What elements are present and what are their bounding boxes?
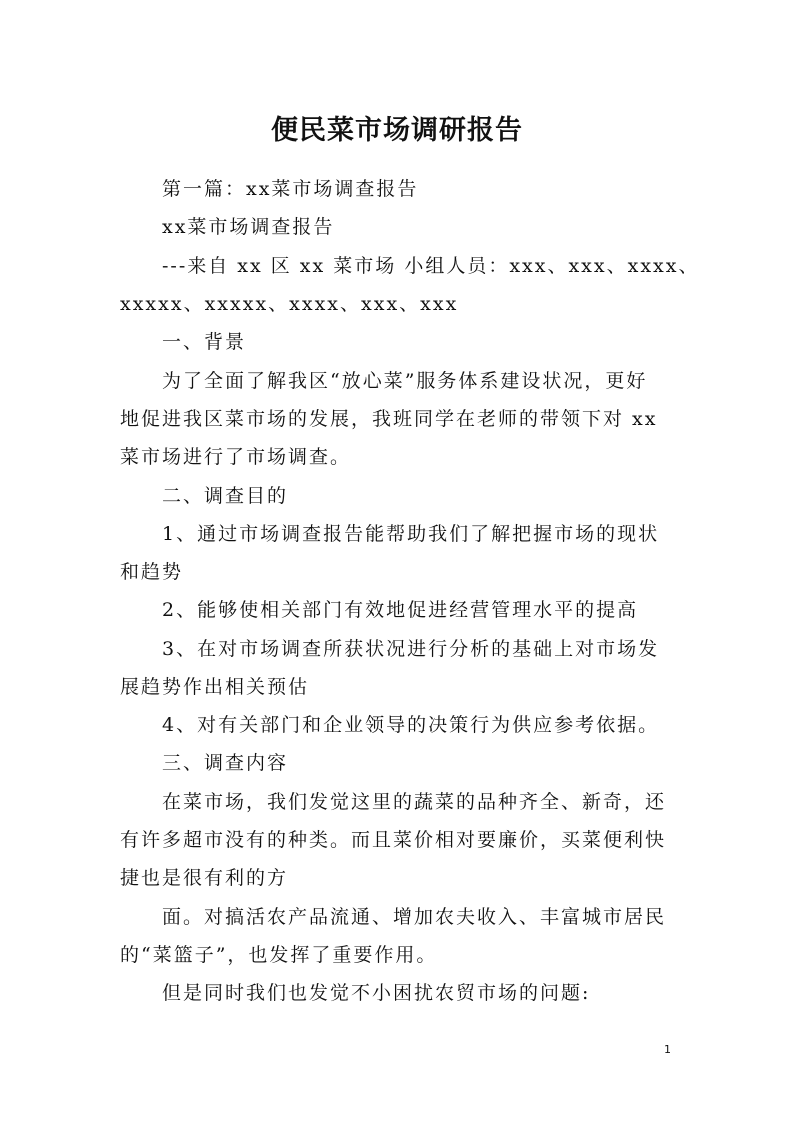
text-line-part1-heading: 第一篇：xx菜市场调查报告 (162, 178, 419, 200)
text-line-background-1: 为了全面了解我区“放心菜”服务体系建设状况，更好 (162, 370, 648, 392)
text-line-report-title: xx菜市场调查报告 (162, 216, 335, 238)
text-line-members: ---来自 xx 区 xx 菜市场 小组人员：xxx、xxx、xxxx、 (162, 255, 700, 277)
page-number: 1 (664, 1043, 671, 1056)
text-line-purpose-2: 2、能够使相关部门有效地促进经营管理水平的提高 (162, 599, 639, 621)
section-heading-purpose: 二、调查目的 (162, 485, 289, 507)
text-line-content-6: 但是同时我们也发觉不小困扰农贸市场的问题: (162, 982, 591, 1004)
section-heading-background: 一、背景 (162, 331, 247, 353)
text-line-content-3: 捷也是很有利的方 (120, 867, 289, 889)
text-line-background-2: 地促进我区菜市场的发展，我班同学在老师的带领下对 xx (120, 408, 658, 430)
text-line-content-4: 面。对搞活农产品流通、增加农夫收入、丰富城市居民 (162, 906, 667, 928)
text-line-content-2: 有许多超市没有的种类。而且菜价相对要廉价，买菜便利快 (120, 829, 667, 851)
text-line-members-cont: xxxxx、xxxxx、xxxx、xxx、xxx (120, 293, 459, 315)
text-line-purpose-3: 3、在对市场调查所获状况进行分析的基础上对市场发 (162, 638, 660, 660)
text-line-content-1: 在菜市场，我们发觉这里的蔬菜的品种齐全、新奇，还 (162, 791, 667, 813)
text-line-background-3: 菜市场进行了市场调查。 (120, 446, 352, 468)
text-line-content-5: 的“菜篮子”，也发挥了重要作用。 (120, 944, 438, 966)
section-heading-content: 三、调查内容 (162, 752, 289, 774)
text-line-purpose-1-cont: 和趋势 (120, 561, 184, 583)
document-title: 便民菜市场调研报告 (271, 115, 523, 146)
text-line-purpose-4: 4、对有关部门和企业领导的决策行为供应参考依据。 (162, 714, 660, 736)
text-line-purpose-3-cont: 展趋势作出相关预估 (120, 676, 310, 698)
text-line-purpose-1: 1、通过市场调查报告能帮助我们了解把握市场的现状 (162, 523, 660, 545)
